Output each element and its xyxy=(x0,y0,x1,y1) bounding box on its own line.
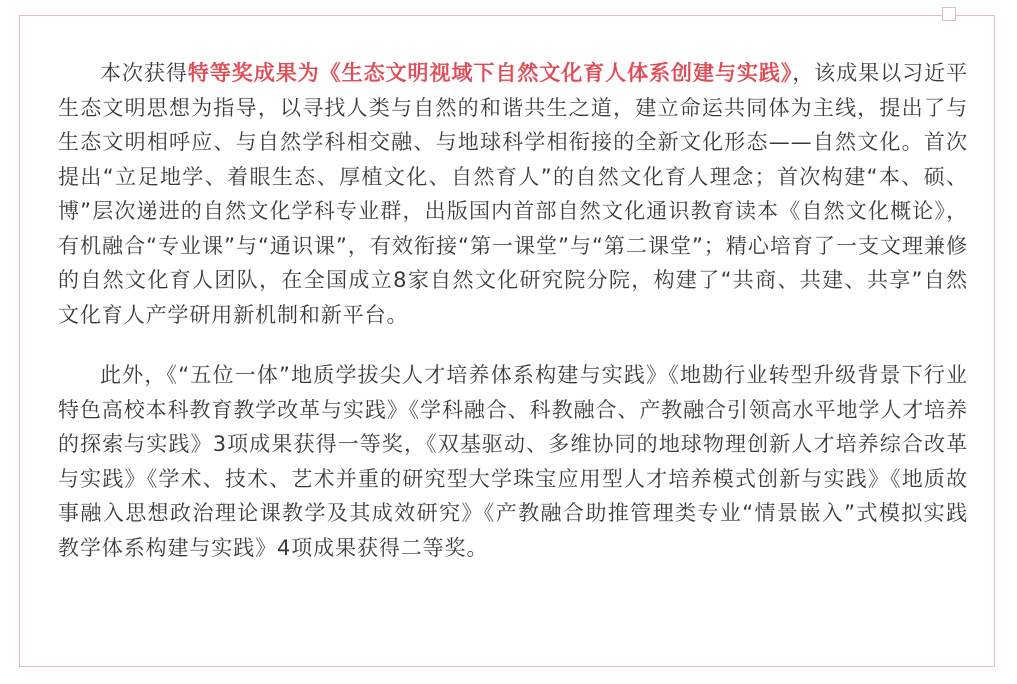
paragraph-body-text: ，该成果以习近平生态文明思想为指导，以寻找人类与自然的和谐共生之道，建立命运共同体为主线，提出了与生态文明相呼应、与自然学科相交融、与地球科学相衔接的全新文化形态——自然文化。首次提出“立足地学、着眼生态、厚植文化、自然育人”的自然文化育人理念；首次构建“本、硕、博”层次递进的自然文化学科专业群，出版国内首部自然文化通识教育读本《自然文化概论》，有机融合“专业课”与“通识课”，有效衔接“第一课堂”与“第二课堂”；精心培育了一支文理兼修的自然文化育人团队，在全国成立8家自然文化研究院分院，构建了“共商、共建、共享”自然文化育人产学研用新机制和新平台。 xyxy=(58,61,968,327)
article-body xyxy=(58,56,968,565)
paragraph-intro-text: 本次获得 xyxy=(100,61,188,85)
special-prize-highlight: 特等奖成果为《生态文明视域下自然文化育人体系创建与实践》 xyxy=(187,61,793,85)
frame-corner-mark xyxy=(942,7,956,21)
paragraph-other-awards: 此外，《“五位一体”地质学拔尖人才培养体系构建与实践》《地勘行业转型升级背景下行业特色高校本科教育教学改革与实践》《学科融合、科教融合、产教融合引领高水平地学人才培养的探索与实践》3项成果获得一等奖，《双基驱动、多维协同的地球物理创新人才培养综合改革与实践》《学术、技术、艺术并重的研究型大学珠宝应用型人才培养模式创新与实践》《地质故事融入思想政治理论课教学及其成效研究》《产教融合助推管理类专业“情景嵌入”式模拟实践教学体系构建与实践》4项成果获得二等奖。 xyxy=(58,363,968,560)
paragraph-award-special xyxy=(58,56,968,332)
